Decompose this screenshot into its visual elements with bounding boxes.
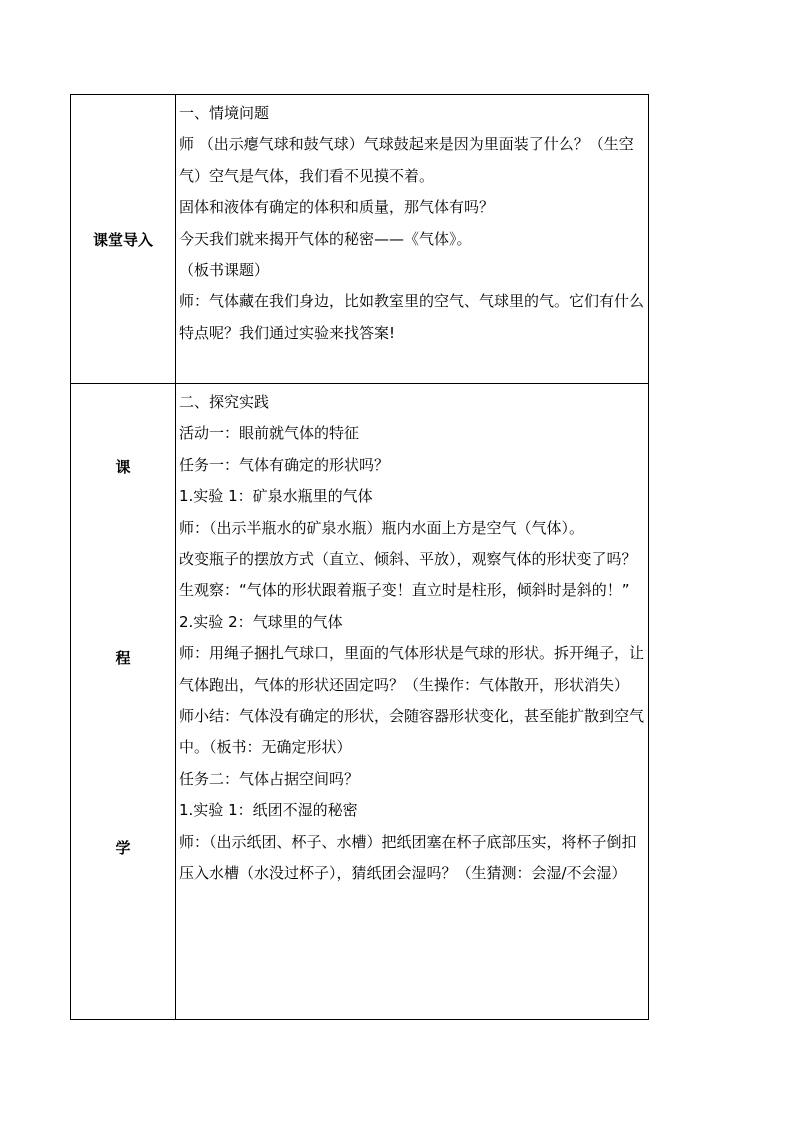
intro-line: 师 （出示瘪气球和鼓气球）气球鼓起来是因为里面装了什么？（生空气）空气是气体，我们看不见摸不着。	[179, 135, 634, 185]
process-label-char: 程	[115, 648, 131, 667]
process-line: 活动一：眼前就气体的特征	[179, 424, 360, 443]
process-line: 师：（出示半瓶水的矿泉水瓶）瓶内水面上方是空气（气体）。	[179, 518, 585, 537]
process-line: 任务二：气体占据空间吗？	[179, 769, 360, 788]
process-content	[176, 384, 649, 1020]
process-line: 1.实验 1：矿泉水瓶里的气体	[179, 487, 373, 506]
process-row	[71, 384, 649, 1020]
process-line: 师小结：气体没有确定的形状，会随容器形状变化，甚至能扩散到空气中。（板书：无确定形状）	[179, 707, 645, 757]
intro-line: 一、情境问题	[179, 104, 270, 122]
intro-line: 师：气体藏在我们身边，比如教室里的空气、气球里的气。它们有什么特点呢？我们通过实验来找答案!	[179, 292, 645, 342]
process-line: 任务一：气体有确定的形状吗？	[179, 455, 390, 474]
process-label-char: 学	[115, 838, 131, 857]
process-line: 师：用绳子捆扎气球口，里面的气体形状是气球的形状。拆开绳子，让气体跑出，气体的形状还固定吗？（生操作：气体散开，形状消失）	[179, 644, 645, 694]
process-line: 1.实验 1：纸团不湿的秘密	[179, 801, 358, 820]
intro-line: （板书课题）	[179, 261, 270, 280]
intro-line: 固体和液体有确定的体积和质量，那气体有吗？	[179, 198, 495, 217]
intro-row	[71, 95, 649, 384]
lesson-plan-table	[70, 94, 649, 1020]
process-label-char: 课	[115, 457, 131, 476]
process-line: 二、探究实践	[179, 393, 270, 411]
process-line: 改变瓶子的摆放方式（直立、倾斜、平放），观察气体的形状变了吗？	[179, 550, 637, 569]
intro-content	[176, 95, 649, 384]
process-label	[71, 384, 176, 1020]
process-line: 师：（出示纸团、杯子、水槽）把纸团塞在杯子底部压实，将杯子倒扣压入水槽（水没过杯子），猜纸团会湿吗？（生猜测：会湿/不会湿）	[179, 832, 637, 883]
process-line: 2.实验 2：气球里的气体	[179, 612, 343, 631]
process-line: 生观察：“气体的形状跟着瓶子变！直立时是柱形，倾斜时是斜的！”	[179, 581, 630, 600]
intro-label: 课堂导入	[71, 95, 176, 384]
intro-line: 今天我们就来揭开气体的秘密——《气体》。	[179, 229, 472, 248]
